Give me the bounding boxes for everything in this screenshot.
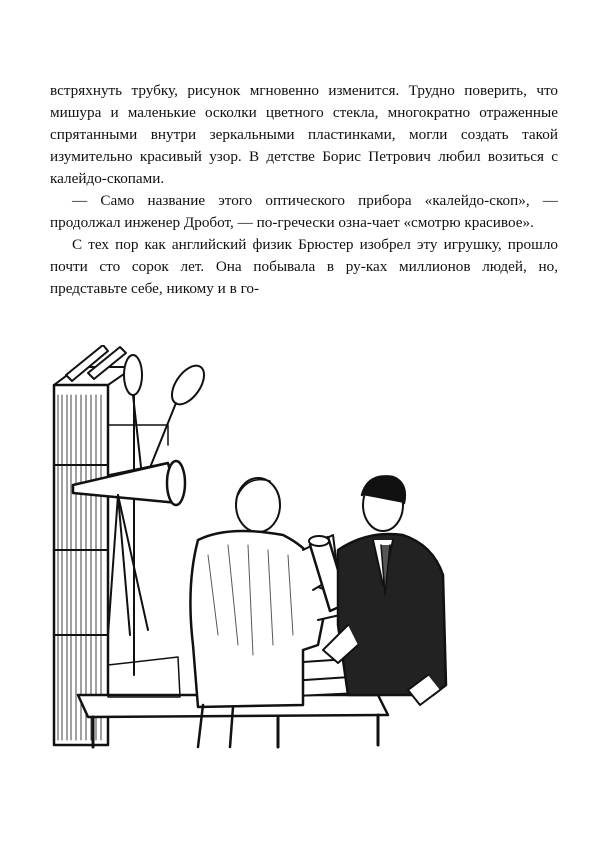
kaleidoscope-horn (73, 461, 185, 635)
paragraph-3: С тех пор как английский физик Брюстер изобрел эту игрушку, прошло почти сто сорок лет. Она побывала в ру-ках миллионов людей, но, представьте себе, никому и в го- (50, 236, 558, 297)
paragraph-2: — Само название этого оптического прибора «калейдо-скоп», — продолжал инженер Дробот, — по-гречески озна-чает «смотрю красивое». (50, 192, 558, 231)
page-text (50, 80, 558, 300)
bookshelf (54, 367, 168, 745)
illustration (48, 345, 448, 750)
paragraph-1: встряхнуть трубку, рисунок мгновенно изменится. Трудно поверить, что мишура и маленькие осколки цветного стекла, многократно отраженные спрятанными внутри зеркальными пластинками, могли создать такой изумительно красивый узор. В детстве Борис Петрович любил возиться с калейдо-скопами. (50, 82, 558, 187)
tubes-on-shelf (66, 345, 126, 381)
